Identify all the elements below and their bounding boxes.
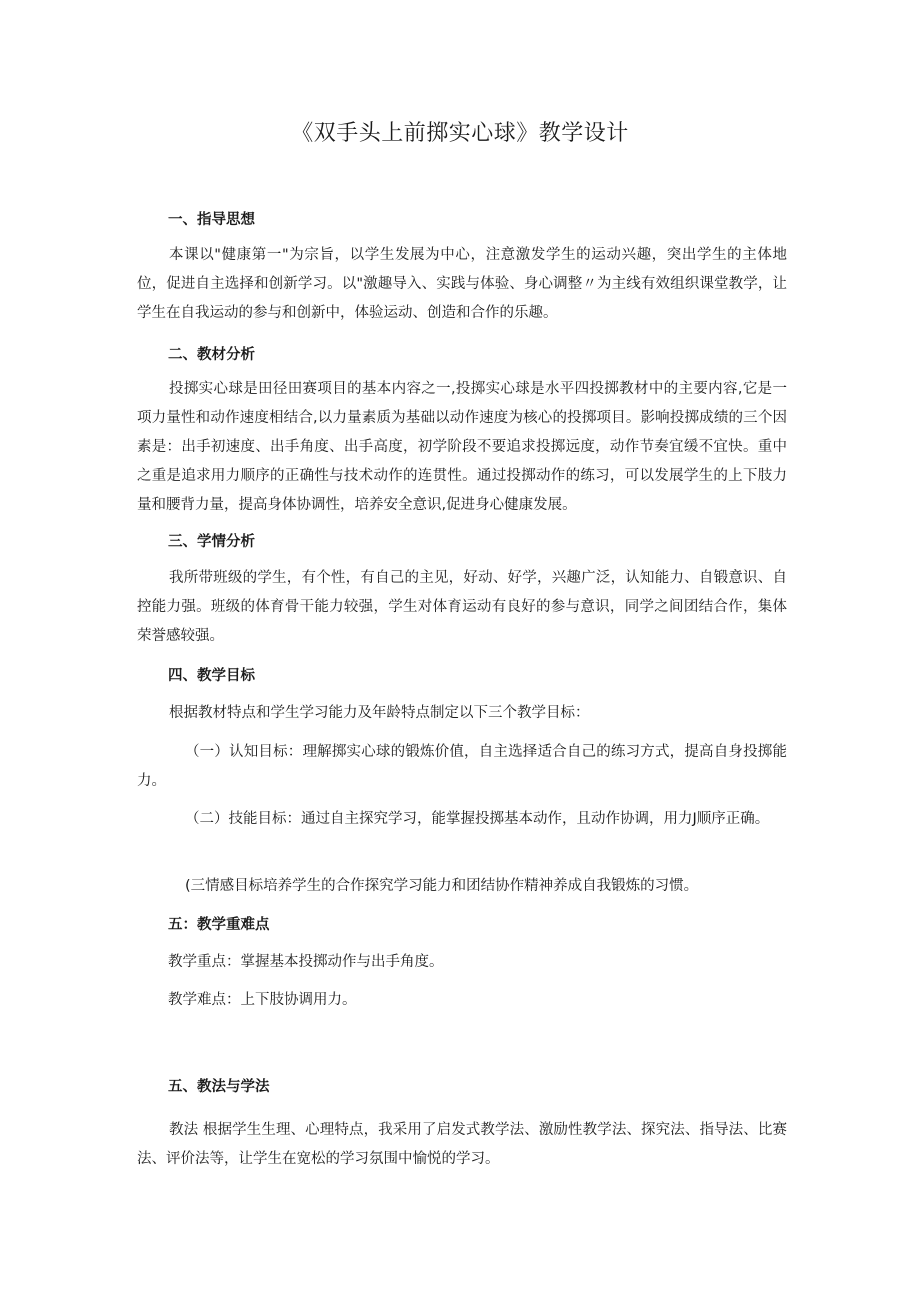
section-heading-key-difficult-points: 五：教学重难点 [168,917,270,933]
document-title: 《双手头上前掷实心球》教学设计 [291,121,629,146]
paragraph-teaching-methods: 教法 根据学生生理、心理特点，我采用了启发式教学法、激励性教学法、探究法、指导法、比赛法、评价法等，让学生在宽松的学习氛围中愉悦的学习。 [137,1122,787,1167]
section-heading-teaching-learning-methods: 五、教法与学法 [168,1079,270,1095]
paragraph-student-analysis: 我所带班级的学生，有个性，有自己的主见，好动、好学，兴趣广泛，认知能力、自锻意识、自控能力强。班级的体育骨干能力较强，学生对体育运动有良好的参与意识，同学之间团结合作，集体荣誉感较强。 [137,570,787,644]
paragraph-objectives-intro: 根据教材特点和学生学习能力及年龄特点制定以下三个教学目标： [169,705,590,721]
paragraph-objective-cognitive: （一）认知目标：理解掷实心球的锻炼价值，自主选择适合自己的练习方式，提高自身投掷能力。 [137,744,787,789]
section-heading-teaching-objectives: 四、教学目标 [168,668,255,684]
section-heading-material-analysis: 二、教材分析 [168,347,255,363]
paragraph-objective-skill: （二）技能目标：通过自主探究学习，能掌握投掷基本动作，且动作协调，用力J顺序正确。 [185,811,770,827]
paragraph-key-point: 教学重点：掌握基本投掷动作与出手角度。 [168,954,444,970]
section-heading-guiding-ideology: 一、指导思想 [168,212,255,228]
paragraph-difficult-point: 教学难点：上下肢协调用力。 [168,992,357,1008]
paragraph-guiding-ideology: 本课以"健康第一"为宗旨，以学生发展为中心，注意激发学生的运动兴趣，突出学生的主体地位，促进自主选择和创新学习。以"激趣导入、实践与体验、身心调整〃为主线有效组织课堂教学，让学生在自我运动的参与和创新中，体验运动、创造和合作的乐趣。 [137,247,787,321]
section-heading-student-analysis: 三、学情分析 [168,534,255,550]
paragraph-objective-affective: (三情感目标培养学生的合作探究学习能力和团结协作精神养成自我锻炼的习惯。 [185,878,699,894]
paragraph-material-analysis: 投掷实心球是田径田赛项目的基本内容之一,投掷实心球是水平四投掷教材中的主要内容,它是一项力量性和动作速度相结合,以力量素质为基础以动作速度为核心的投掷项目。影响投掷成绩的三个因素是：出手初速度、出手角度、出手高度，初学阶段不要追求投掷远度，动作节奏宜缓不宜快。重中之重是追求用力顺序的正确性与技术动作的连贯性。通过投掷动作的练习，可以发展学生的上下肢力量和腰背力量，提高身体协调性，培养安全意识,促进身心健康发展。 [137,381,787,513]
